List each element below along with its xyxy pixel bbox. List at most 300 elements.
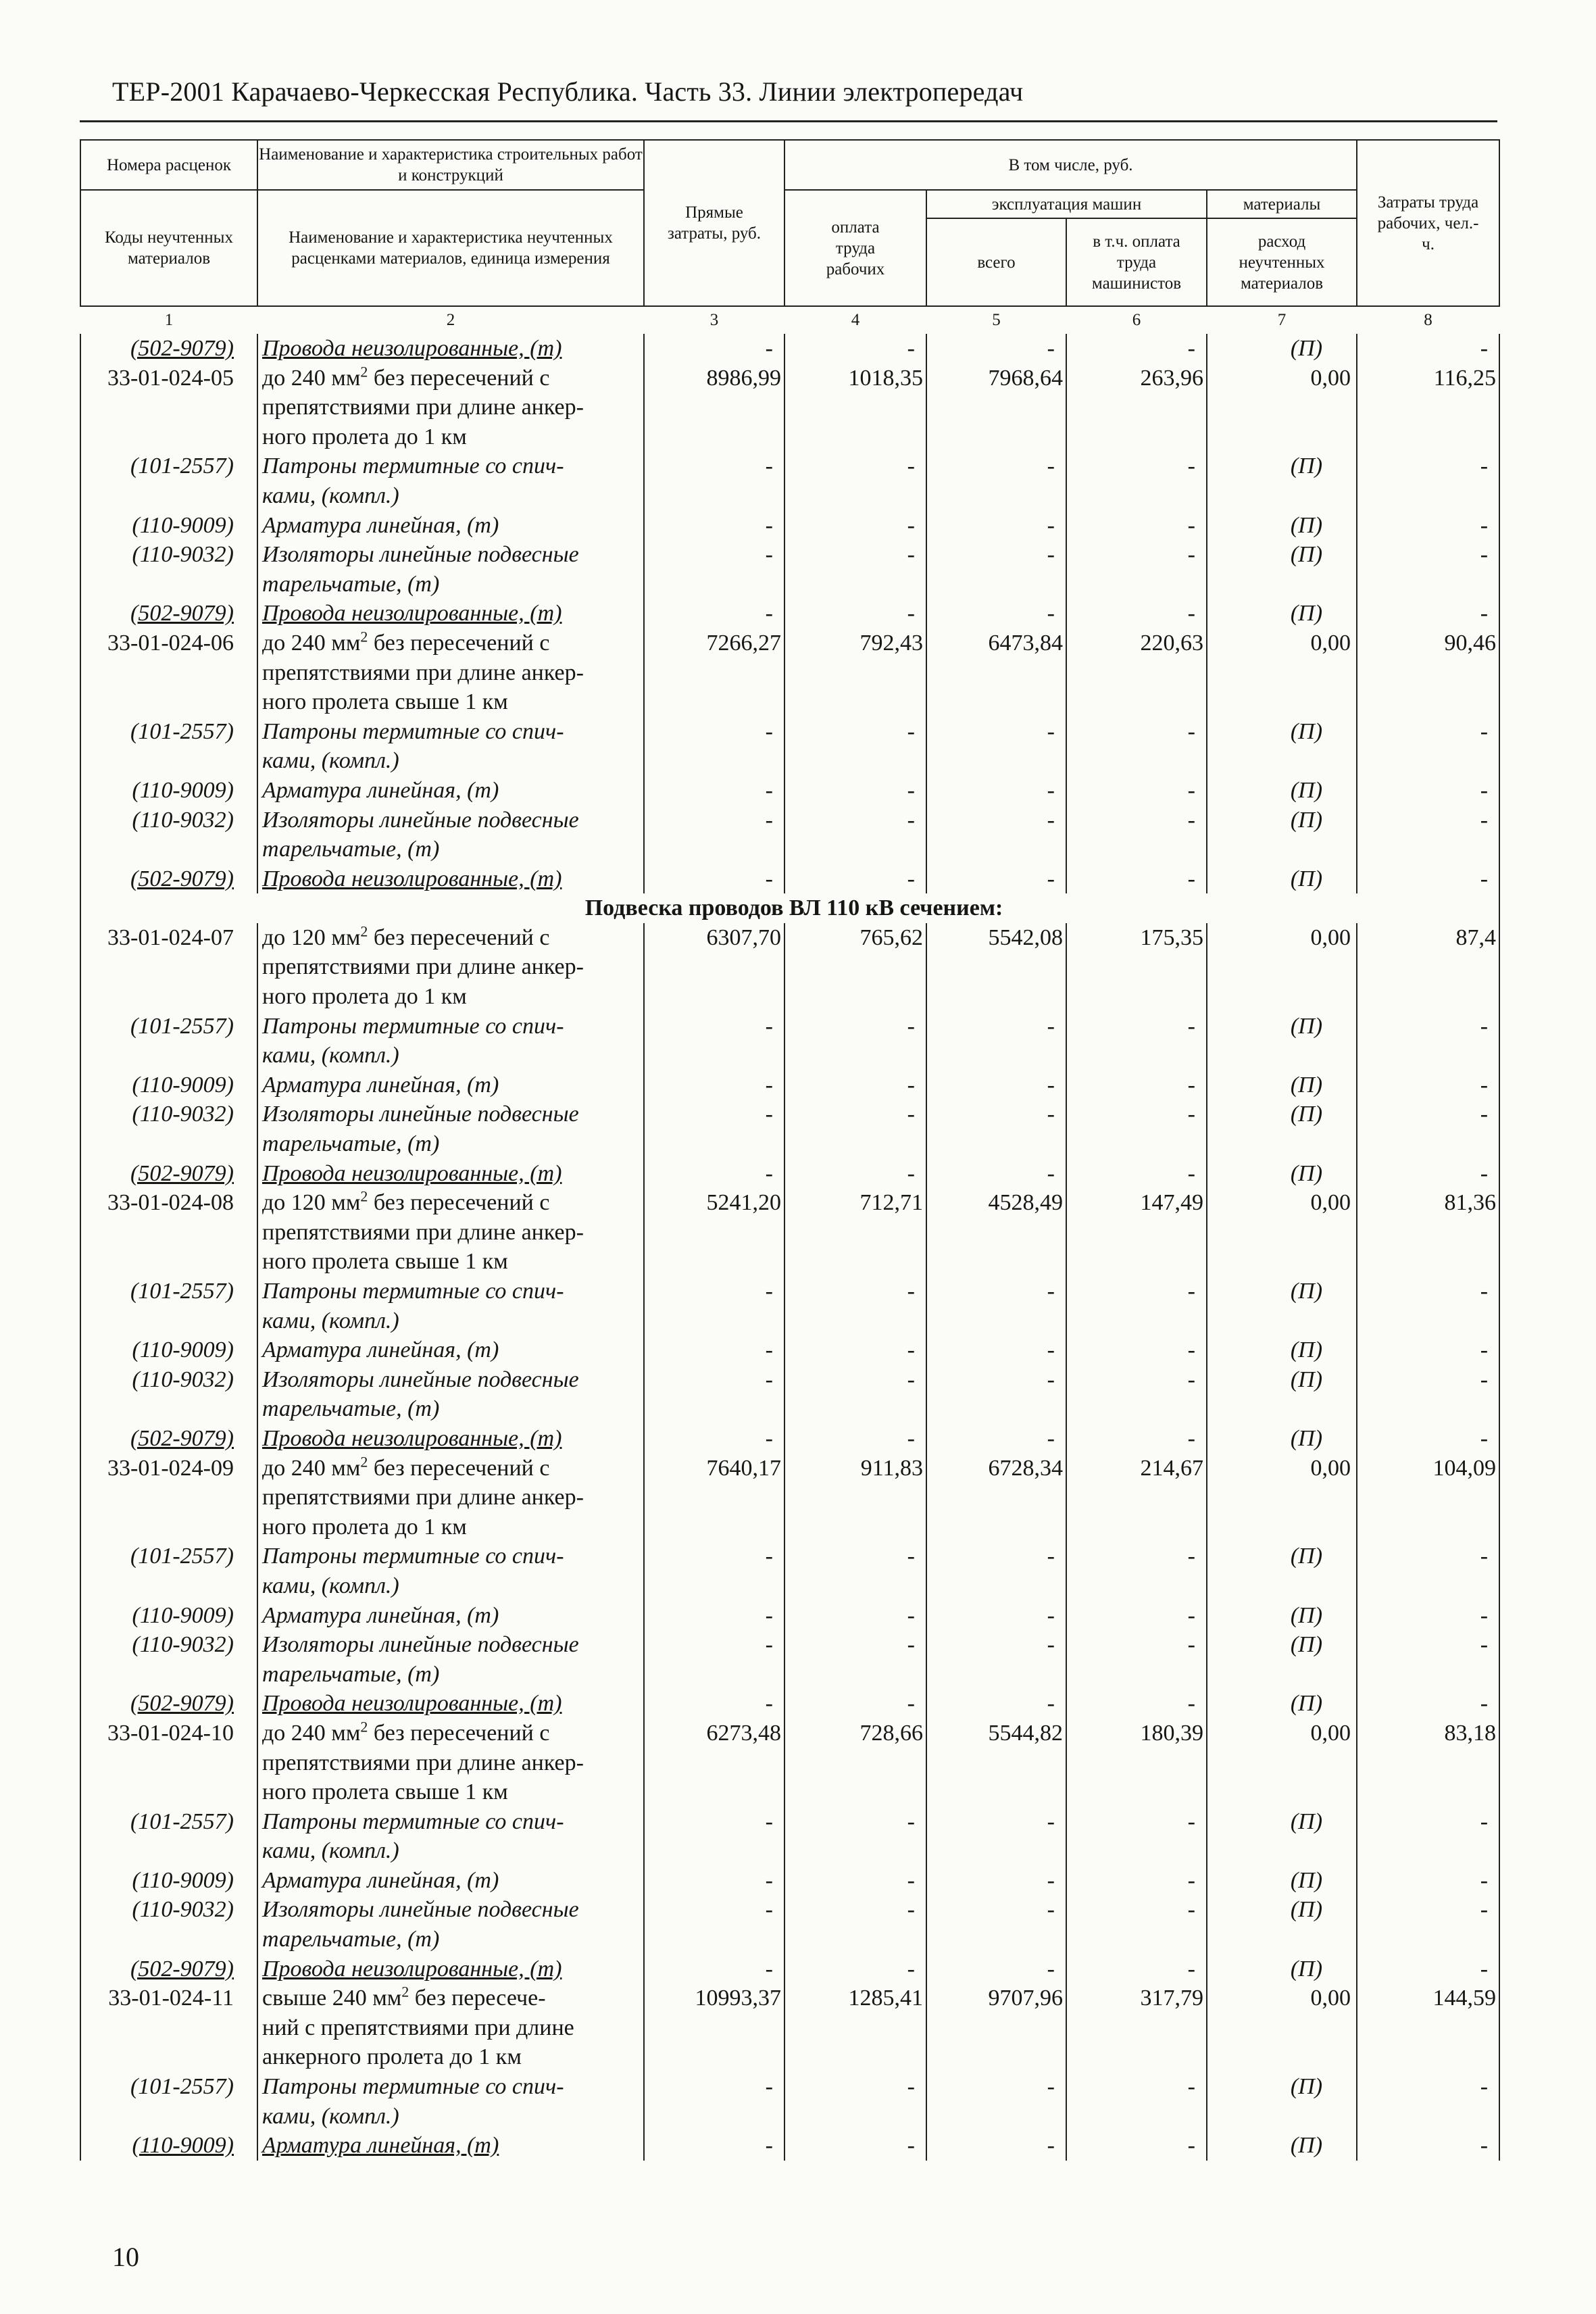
- material-name: Патроны термитные со спич-: [257, 451, 644, 481]
- empty-cell: [644, 1394, 784, 1424]
- empty-cell: [926, 1925, 1066, 1954]
- material-row: [80, 2072, 1499, 2102]
- rate-description-continued: анкерного пролета до 1 км: [257, 2042, 644, 2072]
- empty-cell: [1207, 1218, 1357, 1248]
- operator-pay-dash: -: [1066, 334, 1207, 364]
- rate-row-continued: [80, 658, 1499, 688]
- empty-cell: [644, 746, 784, 776]
- empty-cell: [644, 1571, 784, 1601]
- materials-value: 0,00: [1207, 364, 1357, 393]
- material-name: Патроны термитные со спич-: [257, 1277, 644, 1306]
- empty-cell: [1357, 1041, 1499, 1070]
- material-name: Провода неизолированные, (т): [257, 1689, 644, 1719]
- direct-costs-dash: -: [644, 1866, 784, 1896]
- material-code: (101-2557): [80, 1542, 257, 1571]
- worker-pay-dash: -: [784, 1542, 926, 1571]
- section-header-row: [80, 893, 1499, 923]
- operator-pay-value: 214,67: [1066, 1454, 1207, 1483]
- empty-cell: [926, 658, 1066, 688]
- empty-cell: [80, 1571, 257, 1601]
- operator-pay-dash: -: [1066, 451, 1207, 481]
- rate-row-continued: [80, 422, 1499, 452]
- material-row: [80, 1601, 1499, 1631]
- empty-cell: [1066, 1483, 1207, 1512]
- worker-pay-dash: -: [784, 1866, 926, 1896]
- worker-pay-dash: -: [784, 2072, 926, 2102]
- direct-costs-dash: -: [644, 599, 784, 629]
- materials-p-mark: (П): [1207, 599, 1357, 629]
- empty-cell: [644, 835, 784, 864]
- labor-costs-value: 87,4: [1357, 923, 1499, 953]
- labor-dash: -: [1357, 599, 1499, 629]
- rate-row: [80, 923, 1499, 953]
- empty-cell: [1207, 1306, 1357, 1336]
- direct-costs-dash: -: [644, 451, 784, 481]
- worker-pay-dash: -: [784, 1335, 926, 1365]
- material-row: [80, 1277, 1499, 1306]
- direct-costs-dash: -: [644, 1954, 784, 1984]
- direct-costs-dash: -: [644, 540, 784, 570]
- rate-section-unit-power: 2: [360, 363, 368, 380]
- labor-costs-value: 81,36: [1357, 1188, 1499, 1218]
- material-name-continued: тарельчатые, (т): [257, 1660, 644, 1690]
- direct-costs-dash: -: [644, 1159, 784, 1189]
- empty-cell: [1066, 1836, 1207, 1866]
- operator-pay-dash: -: [1066, 599, 1207, 629]
- material-code: (110-9009): [80, 2131, 257, 2161]
- material-name-continued: тарельчатые, (т): [257, 1394, 644, 1424]
- labor-dash: -: [1357, 1100, 1499, 1129]
- empty-cell: [784, 2013, 926, 2043]
- empty-cell: [1066, 1394, 1207, 1424]
- empty-cell: [1066, 393, 1207, 422]
- operator-pay-dash: -: [1066, 2072, 1207, 2102]
- head-operator-pay: в т.ч. оплата труда машинистов: [1066, 218, 1207, 306]
- empty-cell: [80, 1247, 257, 1277]
- labor-dash: -: [1357, 717, 1499, 747]
- material-name-continued: ками, (компл.): [257, 746, 644, 776]
- material-code: (502-9079): [80, 1689, 257, 1719]
- labor-dash: -: [1357, 776, 1499, 806]
- machines-total-dash: -: [926, 1012, 1066, 1041]
- empty-cell: [1357, 2013, 1499, 2043]
- empty-cell: [1357, 1129, 1499, 1159]
- rate-code: 33-01-024-09: [80, 1454, 257, 1483]
- material-name-continued: ками, (компл.): [257, 1571, 644, 1601]
- empty-cell: [1207, 1836, 1357, 1866]
- empty-cell: [644, 1129, 784, 1159]
- rate-section-size: до 240 мм: [262, 1455, 361, 1481]
- rate-row: [80, 1454, 1499, 1483]
- empty-cell: [926, 2042, 1066, 2072]
- empty-cell: [1066, 1571, 1207, 1601]
- machines-total-dash: -: [926, 2131, 1066, 2161]
- rate-description: [257, 364, 644, 393]
- head-labor-costs: Затраты труда рабочих, чел.-ч.: [1357, 140, 1499, 306]
- rate-description-rest: без пересечений с: [368, 1190, 550, 1216]
- empty-cell: [1066, 570, 1207, 599]
- empty-cell: [1357, 952, 1499, 982]
- empty-cell: [784, 2102, 926, 2132]
- material-row: [80, 1866, 1499, 1896]
- empty-cell: [1357, 1483, 1499, 1512]
- direct-costs-value: 6307,70: [644, 923, 784, 953]
- empty-cell: [1066, 1041, 1207, 1070]
- materials-p-mark: (П): [1207, 717, 1357, 747]
- labor-dash: -: [1357, 1070, 1499, 1100]
- empty-cell: [644, 481, 784, 511]
- machines-total-value: 4528,49: [926, 1188, 1066, 1218]
- direct-costs-dash: -: [644, 2131, 784, 2161]
- head-unaccounted-materials: расход неучтенных материалов: [1207, 218, 1357, 306]
- empty-cell: [644, 2102, 784, 2132]
- material-code: (101-2557): [80, 1807, 257, 1837]
- machines-total-dash: -: [926, 1424, 1066, 1454]
- material-name: Изоляторы линейные подвесные: [257, 806, 644, 835]
- worker-pay-value: 1018,35: [784, 364, 926, 393]
- labor-costs-value: 144,59: [1357, 1984, 1499, 2013]
- empty-cell: [1357, 1925, 1499, 1954]
- rate-description: [257, 629, 644, 658]
- material-name: Патроны термитные со спич-: [257, 1542, 644, 1571]
- rate-code: 33-01-024-08: [80, 1188, 257, 1218]
- empty-cell: [1357, 658, 1499, 688]
- empty-cell: [926, 2013, 1066, 2043]
- rate-description-continued: ного пролета свыше 1 км: [257, 1247, 644, 1277]
- worker-pay-dash: -: [784, 1070, 926, 1100]
- empty-cell: [1207, 952, 1357, 982]
- worker-pay-dash: -: [784, 334, 926, 364]
- empty-cell: [784, 746, 926, 776]
- worker-pay-dash: -: [784, 451, 926, 481]
- rate-row-continued: [80, 2013, 1499, 2043]
- material-name: Провода неизолированные, (т): [257, 1954, 644, 1984]
- machines-total-dash: -: [926, 540, 1066, 570]
- empty-cell: [784, 2042, 926, 2072]
- empty-cell: [1066, 422, 1207, 452]
- rate-row: [80, 629, 1499, 658]
- materials-p-mark: (П): [1207, 864, 1357, 894]
- material-row-continued: [80, 481, 1499, 511]
- rate-description-continued: препятствиями при длине анкер-: [257, 1483, 644, 1512]
- empty-cell: [1207, 982, 1357, 1012]
- empty-cell: [1207, 1925, 1357, 1954]
- material-row: [80, 540, 1499, 570]
- operator-pay-dash: -: [1066, 806, 1207, 835]
- machines-total-dash: -: [926, 1277, 1066, 1306]
- labor-dash: -: [1357, 1365, 1499, 1395]
- empty-cell: [1207, 1129, 1357, 1159]
- material-row: [80, 334, 1499, 364]
- material-code: (101-2557): [80, 451, 257, 481]
- labor-costs-value: 90,46: [1357, 629, 1499, 658]
- empty-cell: [926, 1660, 1066, 1690]
- machines-total-dash: -: [926, 1866, 1066, 1896]
- empty-cell: [1207, 2042, 1357, 2072]
- empty-cell: [644, 1247, 784, 1277]
- material-row-continued: [80, 1129, 1499, 1159]
- machines-total-dash: -: [926, 806, 1066, 835]
- material-row: [80, 1335, 1499, 1365]
- direct-costs-dash: -: [644, 334, 784, 364]
- column-number: 7: [1277, 311, 1287, 329]
- empty-cell: [926, 2102, 1066, 2132]
- column-number: 6: [1132, 311, 1141, 329]
- rate-description-rest: без пересечений с: [368, 925, 550, 950]
- rate-section-size: до 120 мм: [262, 925, 361, 950]
- empty-cell: [784, 422, 926, 452]
- machines-total-value: 6728,34: [926, 1454, 1066, 1483]
- materials-p-mark: (П): [1207, 1542, 1357, 1571]
- empty-cell: [1207, 422, 1357, 452]
- empty-cell: [1066, 1660, 1207, 1690]
- rate-row-continued: [80, 1748, 1499, 1778]
- column-number: 4: [851, 311, 860, 329]
- empty-cell: [1207, 1748, 1357, 1778]
- labor-dash: -: [1357, 2131, 1499, 2161]
- rate-description-rest: без пересечений с: [368, 365, 550, 391]
- worker-pay-value: 1285,41: [784, 1984, 926, 2013]
- empty-cell: [80, 1218, 257, 1248]
- empty-cell: [80, 1483, 257, 1512]
- material-name-continued: ками, (компл.): [257, 1306, 644, 1336]
- section-title: Подвеска проводов ВЛ 110 кВ сечением:: [80, 893, 1499, 923]
- rate-description-continued: препятствиями при длине анкер-: [257, 1748, 644, 1778]
- material-name: Арматура линейная, (т): [257, 2131, 644, 2161]
- empty-cell: [926, 1512, 1066, 1542]
- empty-cell: [80, 982, 257, 1012]
- labor-dash: -: [1357, 511, 1499, 541]
- empty-cell: [80, 1660, 257, 1690]
- empty-cell: [784, 1247, 926, 1277]
- labor-dash: -: [1357, 806, 1499, 835]
- operator-pay-dash: -: [1066, 1542, 1207, 1571]
- rate-description-rest: без пересечений с: [368, 1720, 550, 1746]
- empty-cell: [1207, 746, 1357, 776]
- worker-pay-value: 765,62: [784, 923, 926, 953]
- material-row-continued: [80, 1660, 1499, 1690]
- empty-cell: [784, 1748, 926, 1778]
- machines-total-dash: -: [926, 1100, 1066, 1129]
- material-row-continued: [80, 1571, 1499, 1601]
- direct-costs-value: 6273,48: [644, 1719, 784, 1748]
- direct-costs-dash: -: [644, 717, 784, 747]
- rate-section-unit-power: 2: [360, 1453, 368, 1471]
- worker-pay-dash: -: [784, 1895, 926, 1925]
- rate-row: [80, 1188, 1499, 1218]
- machines-total-dash: -: [926, 1689, 1066, 1719]
- empty-cell: [644, 1483, 784, 1512]
- worker-pay-dash: -: [784, 1601, 926, 1631]
- labor-dash: -: [1357, 1159, 1499, 1189]
- rate-section-unit-power: 2: [360, 628, 368, 645]
- direct-costs-dash: -: [644, 1335, 784, 1365]
- worker-pay-dash: -: [784, 540, 926, 570]
- rate-row-continued: [80, 687, 1499, 717]
- empty-cell: [1357, 393, 1499, 422]
- rate-code: 33-01-024-11: [80, 1984, 257, 2013]
- material-code: (502-9079): [80, 599, 257, 629]
- labor-dash: -: [1357, 1277, 1499, 1306]
- rate-row-continued: [80, 1483, 1499, 1512]
- worker-pay-dash: -: [784, 1012, 926, 1041]
- rate-description: [257, 1719, 644, 1748]
- operator-pay-dash: -: [1066, 1335, 1207, 1365]
- rate-description-continued: препятствиями при длине анкер-: [257, 658, 644, 688]
- machines-total-value: 6473,84: [926, 629, 1066, 658]
- labor-dash: -: [1357, 540, 1499, 570]
- direct-costs-dash: -: [644, 1630, 784, 1660]
- material-name: Арматура линейная, (т): [257, 776, 644, 806]
- page-number: 10: [112, 2242, 139, 2272]
- empty-cell: [784, 393, 926, 422]
- material-name: Патроны термитные со спич-: [257, 2072, 644, 2102]
- rate-section-unit-power: 2: [360, 1718, 368, 1736]
- empty-cell: [926, 1247, 1066, 1277]
- rate-table: [80, 139, 1500, 2161]
- head-col2-top: Наименование и характеристика строительных работ и конструкций: [257, 140, 644, 190]
- materials-p-mark: (П): [1207, 1866, 1357, 1896]
- rate-row-continued: [80, 393, 1499, 422]
- empty-cell: [1066, 1512, 1207, 1542]
- worker-pay-dash: -: [784, 1277, 926, 1306]
- empty-cell: [80, 1777, 257, 1807]
- empty-cell: [784, 1394, 926, 1424]
- rate-description-continued: ного пролета до 1 км: [257, 422, 644, 452]
- direct-costs-dash: -: [644, 1542, 784, 1571]
- materials-p-mark: (П): [1207, 1159, 1357, 1189]
- empty-cell: [80, 2042, 257, 2072]
- machines-total-dash: -: [926, 1070, 1066, 1100]
- labor-dash: -: [1357, 1895, 1499, 1925]
- empty-cell: [784, 952, 926, 982]
- empty-cell: [1207, 835, 1357, 864]
- materials-p-mark: (П): [1207, 2072, 1357, 2102]
- material-code: (110-9032): [80, 540, 257, 570]
- materials-value: 0,00: [1207, 1984, 1357, 2013]
- empty-cell: [784, 1129, 926, 1159]
- rate-code: 33-01-024-05: [80, 364, 257, 393]
- worker-pay-dash: -: [784, 1954, 926, 1984]
- empty-cell: [926, 1394, 1066, 1424]
- head-machine-operation: эксплуатация машин: [926, 190, 1207, 218]
- materials-value: 0,00: [1207, 629, 1357, 658]
- rate-row: [80, 1719, 1499, 1748]
- rate-row-continued: [80, 1247, 1499, 1277]
- labor-dash: -: [1357, 1424, 1499, 1454]
- worker-pay-dash: -: [784, 1100, 926, 1129]
- empty-cell: [80, 835, 257, 864]
- material-row: [80, 1954, 1499, 1984]
- rate-code: 33-01-024-10: [80, 1719, 257, 1748]
- empty-cell: [1066, 687, 1207, 717]
- empty-cell: [644, 2013, 784, 2043]
- material-row: [80, 451, 1499, 481]
- operator-pay-dash: -: [1066, 1365, 1207, 1395]
- rate-section-size: свыше 240 мм: [262, 1986, 402, 2011]
- empty-cell: [1207, 1512, 1357, 1542]
- empty-cell: [784, 1777, 926, 1807]
- rate-row-continued: [80, 982, 1499, 1012]
- operator-pay-dash: -: [1066, 1070, 1207, 1100]
- labor-dash: -: [1357, 1335, 1499, 1365]
- labor-costs-value: 83,18: [1357, 1719, 1499, 1748]
- labor-costs-value: 104,09: [1357, 1454, 1499, 1483]
- material-name: Арматура линейная, (т): [257, 1070, 644, 1100]
- worker-pay-value: 712,71: [784, 1188, 926, 1218]
- machines-total-value: 9707,96: [926, 1984, 1066, 2013]
- head-materials: материалы: [1207, 190, 1357, 218]
- direct-costs-dash: -: [644, 2072, 784, 2102]
- empty-cell: [644, 1660, 784, 1690]
- column-number: 3: [709, 311, 719, 329]
- rate-row-continued: [80, 1512, 1499, 1542]
- material-row: [80, 1807, 1499, 1837]
- rate-section-unit-power: 2: [360, 1187, 368, 1205]
- empty-cell: [80, 2102, 257, 2132]
- material-code: (101-2557): [80, 1012, 257, 1041]
- material-code: (110-9009): [80, 1866, 257, 1896]
- direct-costs-dash: -: [644, 806, 784, 835]
- material-name-continued: ками, (компл.): [257, 481, 644, 511]
- empty-cell: [1357, 422, 1499, 452]
- empty-cell: [644, 1041, 784, 1070]
- empty-cell: [1066, 1306, 1207, 1336]
- empty-cell: [1207, 1571, 1357, 1601]
- empty-cell: [926, 1041, 1066, 1070]
- empty-cell: [80, 1306, 257, 1336]
- materials-p-mark: (П): [1207, 806, 1357, 835]
- worker-pay-value: 911,83: [784, 1454, 926, 1483]
- empty-cell: [80, 1836, 257, 1866]
- empty-cell: [80, 1394, 257, 1424]
- materials-value: 0,00: [1207, 1188, 1357, 1218]
- empty-cell: [644, 1836, 784, 1866]
- materials-p-mark: (П): [1207, 1601, 1357, 1631]
- machines-total-value: 7968,64: [926, 364, 1066, 393]
- empty-cell: [80, 1512, 257, 1542]
- labor-dash: -: [1357, 1630, 1499, 1660]
- labor-dash: -: [1357, 1012, 1499, 1041]
- empty-cell: [926, 982, 1066, 1012]
- worker-pay-dash: -: [784, 1807, 926, 1837]
- material-row: [80, 1365, 1499, 1395]
- header-rule: [80, 120, 1497, 122]
- empty-cell: [1357, 835, 1499, 864]
- empty-cell: [784, 1306, 926, 1336]
- empty-cell: [926, 393, 1066, 422]
- material-row: [80, 599, 1499, 629]
- head-worker-pay: оплата труда рабочих: [784, 190, 926, 306]
- materials-p-mark: (П): [1207, 451, 1357, 481]
- labor-dash: -: [1357, 451, 1499, 481]
- empty-cell: [1066, 2102, 1207, 2132]
- material-code: (101-2557): [80, 717, 257, 747]
- empty-cell: [1357, 2102, 1499, 2132]
- materials-value: 0,00: [1207, 1719, 1357, 1748]
- labor-dash: -: [1357, 1542, 1499, 1571]
- operator-pay-dash: -: [1066, 776, 1207, 806]
- material-name: Изоляторы линейные подвесные: [257, 1365, 644, 1395]
- empty-cell: [1207, 1041, 1357, 1070]
- material-name: Провода неизолированные, (т): [257, 599, 644, 629]
- empty-cell: [80, 658, 257, 688]
- operator-pay-dash: -: [1066, 1954, 1207, 1984]
- material-code: (502-9079): [80, 334, 257, 364]
- empty-cell: [80, 1129, 257, 1159]
- material-row-continued: [80, 1836, 1499, 1866]
- operator-pay-value: 175,35: [1066, 923, 1207, 953]
